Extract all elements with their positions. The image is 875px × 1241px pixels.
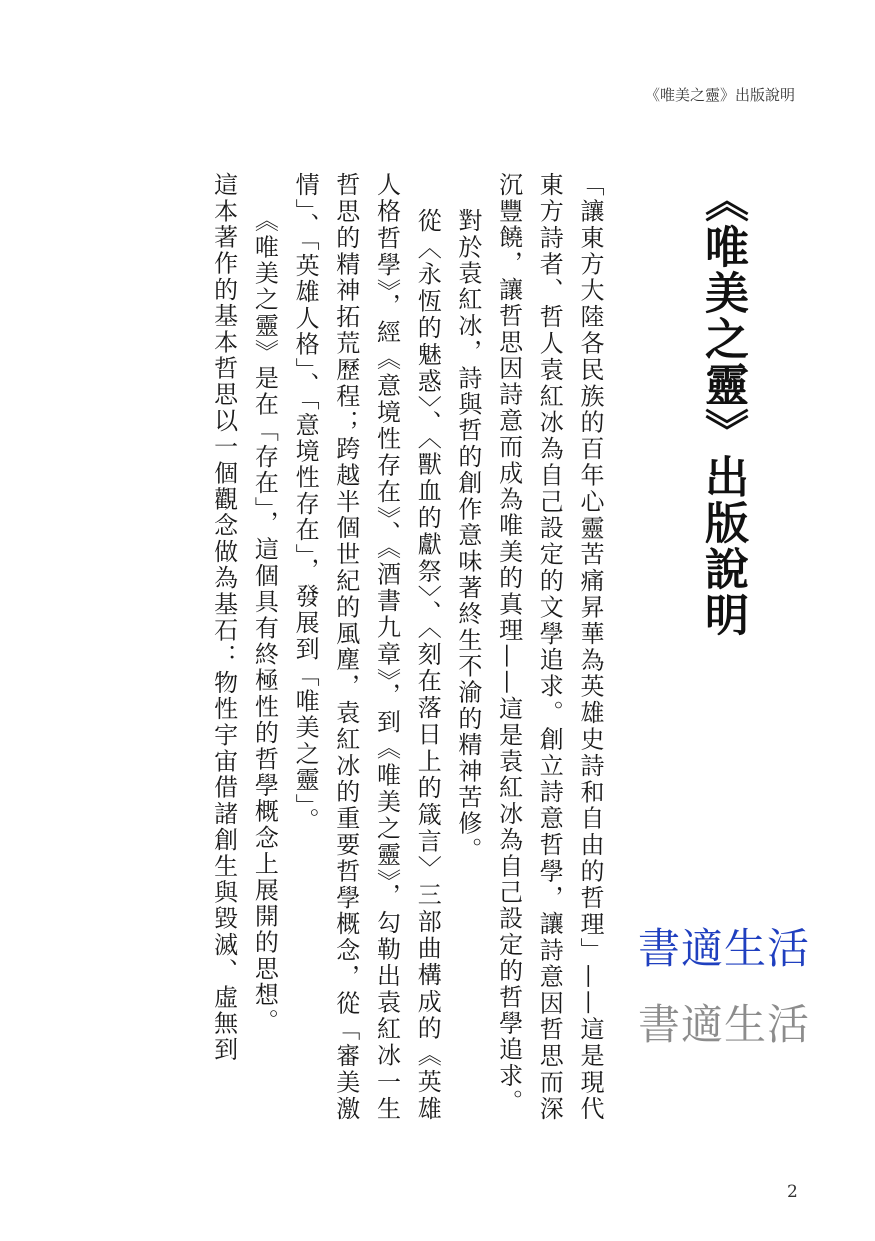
running-header: 《唯美之靈》出版說明	[644, 86, 795, 104]
paragraph-2: 對於袁紅冰，詩與哲的創作意味著終生不渝的精神苦修。	[453, 208, 482, 863]
paragraph-4: 《唯美之靈》是在「存在」，這個具有終極性的哲學概念上展開的思想。	[250, 208, 279, 1035]
watermark-line-1: 書適生活	[638, 924, 811, 973]
page-title: 《唯美之靈》出版說明	[697, 178, 748, 638]
paragraph-1: 「讓東方大陸各民族的百年心靈苦痛昇華為英雄史詩和自由的哲理」——這是現代東方詩者、哲人袁紅冰為自己設定的文學追求。創立詩意哲學，讓詩意因哲思而深沉豐饒，讓哲思因詩意而成為唯美的真理——這是袁紅冰為自己設定的哲學追求。	[494, 172, 604, 1122]
body-text	[130, 172, 610, 1122]
paragraph-5: 這本著作的基本哲思以一個觀念做為基石：物性宇宙借諸創生與毀滅、虛無到	[209, 172, 238, 1063]
watermark-line-2: 書適生活	[638, 1000, 811, 1049]
paragraph-3: 從〈永恆的魅惑〉、〈獸血的獻祭〉、〈刻在落日上的箴言〉三部曲構成的《英雄人格哲學》，經《意境性存在》、《酒書九章》，到《唯美之靈》，勾勒出袁紅冰一生哲思的精神拓荒歷程；跨越半個世紀的風塵，袁紅冰的重要哲學概念，從「審美激情」、「英雄人格」、「意境性存在」，發展到「唯美之靈」。	[291, 172, 442, 1122]
page-number: 2	[787, 1182, 798, 1202]
